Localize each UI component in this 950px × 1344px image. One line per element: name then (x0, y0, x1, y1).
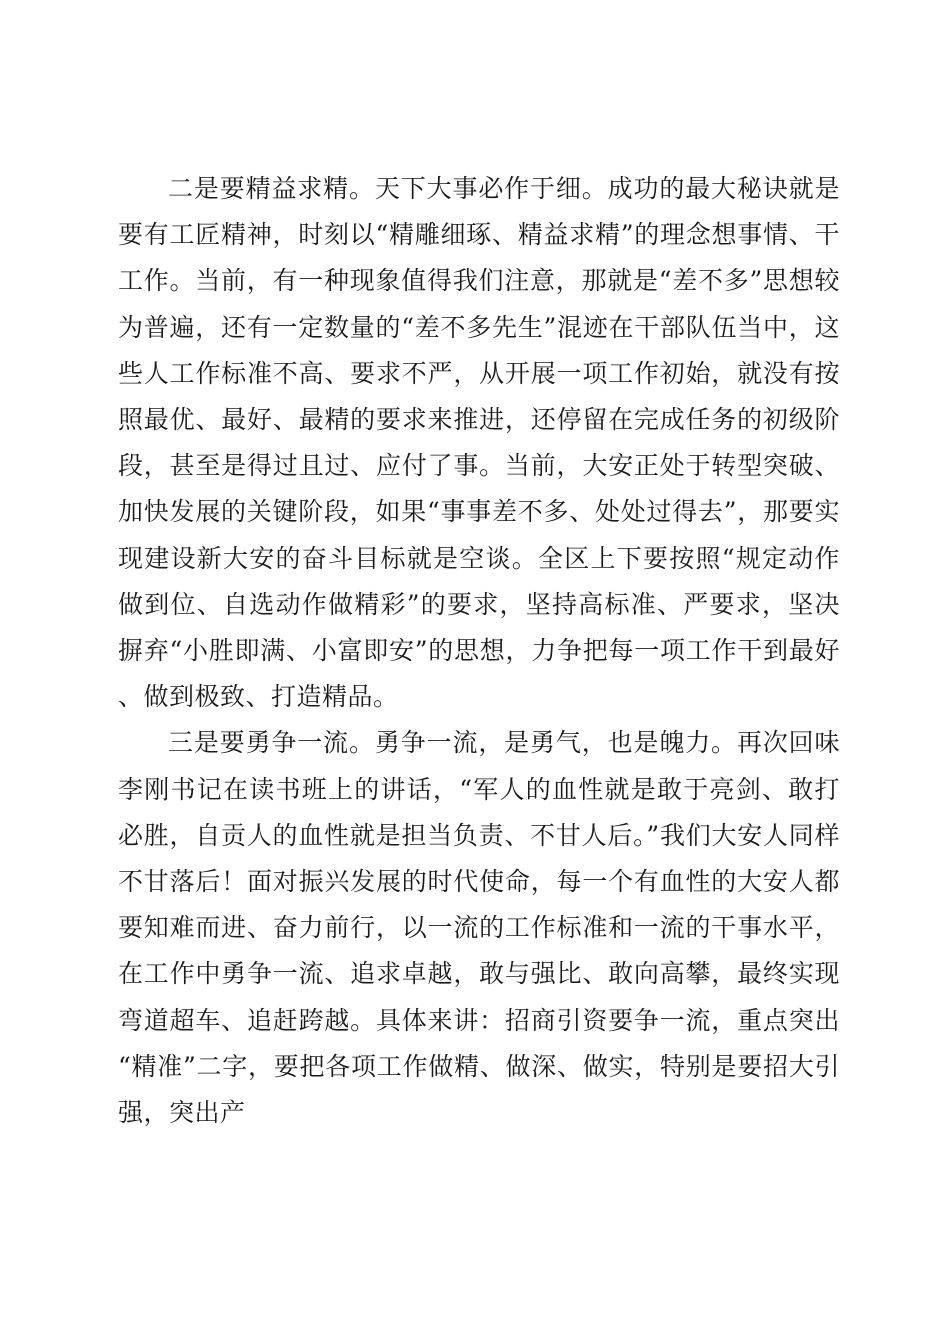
document-body (118, 166, 840, 1136)
paragraph-jingyi-qiujing: 二是要精益求精。天下大事必作于细。成功的最大秘诀就是要有工匠精神，时刻以“精雕细琢、精益求精”的理念想事情、干工作。当前，有一种现象值得我们注意，那就是“差不多”思想较为普遍，还有一定数量的“差不多先生”混迹在干部队伍当中，这些人工作标准不高、要求不严，从开展一项工作初始，就没有按照最优、最好、最精的要求来推进，还停留在完成任务的初级阶段，甚至是得过且过、应付了事。当前，大安正处于转型突破、加快发展的关键阶段，如果“事事差不多、处处过得去”，那要实现建设新大安的奋斗目标就是空谈。全区上下要按照“规定动作做到位、自选动作做精彩”的要求，坚持高标准、严要求，坚决摒弃“小胜即满、小富即安”的思想，力争把每一项工作干到最好、做到极致、打造精品。 (118, 174, 840, 712)
paragraph-yongzheng-yiliu: 三是要勇争一流。勇争一流，是勇气，也是魄力。再次回味李刚书记在读书班上的讲话，“军人的血性就是敢于亮剑、敢打必胜，自贡人的血性就是担当负责、不甘人后。”我们大安人同样不甘落后！面对振兴发展的时代使命，每一个有血性的大安人都要知难而进、奋力前行，以一流的工作标准和一流的干事水平，在工作中勇争一流、追求卓越，敢与强比、敢向高攀，最终实现弯道超车、追赶跨越。具体来讲：招商引资要争一流，重点突出“精准”二字，要把各项工作做精、做深、做实，特别是要招大引强，突出产 (118, 728, 840, 1128)
